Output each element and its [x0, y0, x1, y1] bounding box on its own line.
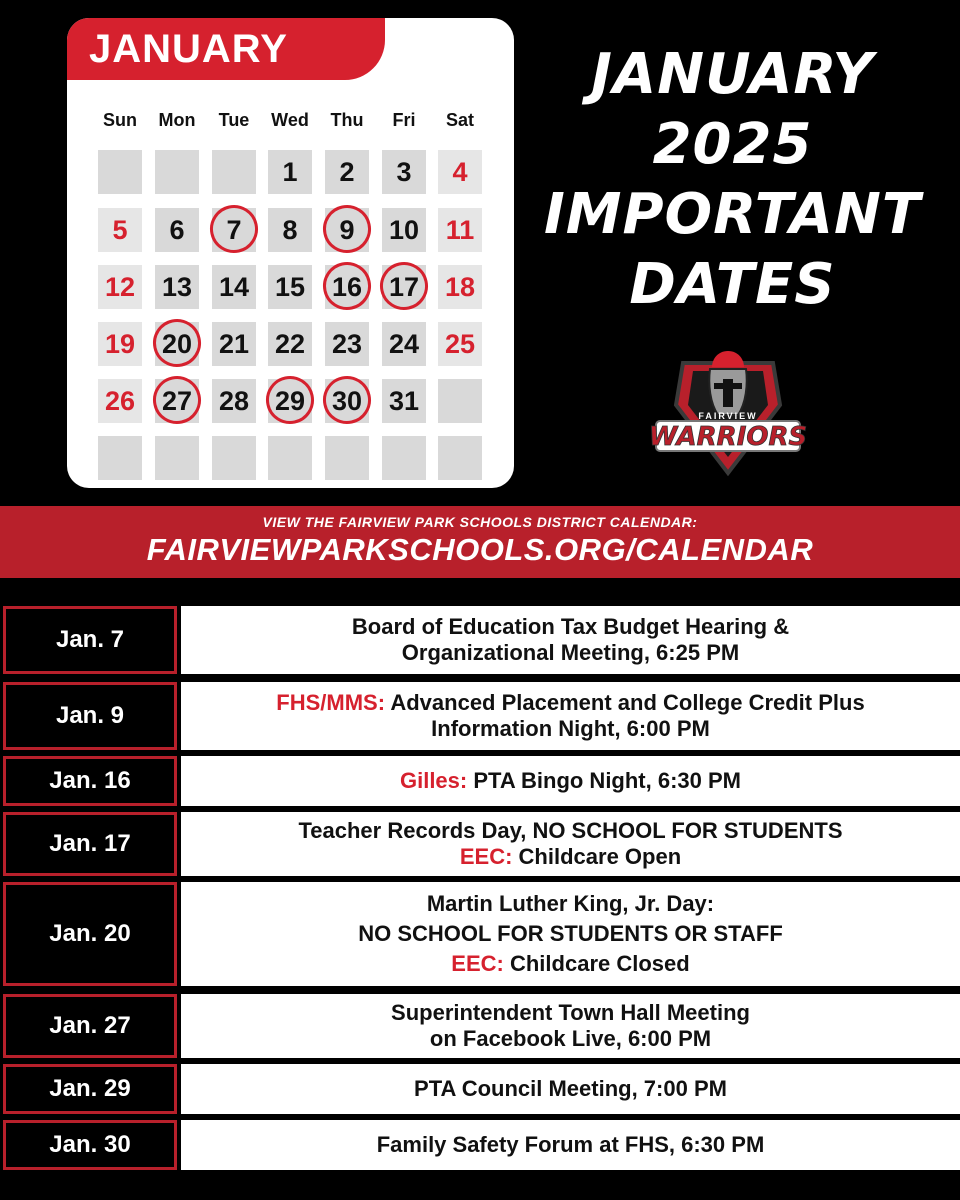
calendar-day-8 — [268, 208, 312, 252]
event-row — [0, 882, 960, 986]
calendar-link-banner — [0, 506, 960, 578]
weekday-label-fri: Fri — [392, 110, 416, 130]
calendar-day-10 — [382, 208, 426, 252]
calendar-day-30 — [325, 379, 369, 423]
weekday-label-tue: Tue — [218, 110, 250, 130]
event-description — [181, 756, 960, 806]
event-row — [0, 606, 960, 674]
calendar-day-28 — [212, 379, 256, 423]
calendar-day-15 — [268, 265, 312, 309]
calendar-day-number: 24 — [388, 328, 420, 359]
circled-date-marker — [376, 258, 433, 315]
calendar-empty-cell — [155, 150, 199, 194]
event-description — [181, 882, 960, 986]
title-line-dates: DATES — [629, 252, 836, 317]
event-text: Organizational Meeting, 6:25 PM — [401, 640, 740, 665]
event-text: Childcare Open — [518, 844, 682, 869]
warriors-logo — [648, 345, 808, 477]
calendar-day-number: 28 — [218, 385, 250, 416]
calendar-day-number: 1 — [282, 156, 298, 187]
calendar-day-number: 7 — [226, 214, 242, 245]
spartan-helmet-icon — [709, 351, 746, 415]
calendar-day-25 — [438, 322, 482, 366]
calendar-day-29 — [268, 379, 312, 423]
calendar-day-number: 5 — [112, 214, 128, 245]
calendar-day-5 — [98, 208, 142, 252]
event-description-line — [460, 844, 681, 870]
event-description-line — [298, 818, 842, 844]
event-description — [181, 1064, 960, 1114]
calendar-day-number: 18 — [444, 271, 476, 302]
page-title — [540, 40, 925, 320]
calendar-day-number: 31 — [388, 385, 420, 416]
event-date: Jan. 27 — [3, 994, 177, 1058]
calendar-url-link[interactable]: FAIRVIEWPARKSCHOOLS.ORG/CALENDAR — [146, 532, 814, 567]
weekday-label-thu: Thu — [330, 110, 364, 130]
event-description-line — [377, 1132, 765, 1158]
event-row — [0, 1064, 960, 1114]
calendar-empty-cell — [212, 436, 256, 480]
event-description-line — [414, 1076, 727, 1102]
event-text: NO SCHOOL FOR STUDENTS OR STAFF — [358, 921, 783, 946]
event-description-line — [400, 768, 741, 794]
calendar-day-18 — [438, 265, 482, 309]
calendar-day-21 — [212, 322, 256, 366]
calendar-empty-cell — [382, 436, 426, 480]
calendar-day-12 — [98, 265, 142, 309]
event-description — [181, 606, 960, 674]
calendar-day-number: 14 — [218, 271, 250, 302]
calendar-day-number: 23 — [331, 328, 363, 359]
event-location-prefix: EEC: — [451, 951, 510, 976]
calendar-day-23 — [325, 322, 369, 366]
title-line-important: IMPORTANT — [543, 182, 922, 247]
calendar-empty-cell — [212, 150, 256, 194]
event-description — [181, 994, 960, 1058]
calendar-day-number: 12 — [104, 271, 136, 302]
logo-warriors-text: WARRIORS — [648, 422, 808, 452]
calendar-day-number: 27 — [161, 385, 193, 416]
calendar-day-13 — [155, 265, 199, 309]
calendar-month-label: JANUARY — [67, 18, 385, 80]
calendar-day-number: 11 — [445, 214, 475, 245]
event-date: Jan. 7 — [3, 606, 177, 674]
calendar-day-16 — [325, 265, 369, 309]
calendar-day-26 — [98, 379, 142, 423]
calendar-day-number: 21 — [218, 328, 250, 359]
event-description-line — [402, 640, 739, 666]
calendar-grid — [98, 134, 498, 474]
event-row — [0, 756, 960, 806]
calendar-day-27 — [155, 379, 199, 423]
calendar-day-number: 13 — [161, 271, 193, 302]
event-row — [0, 1120, 960, 1170]
calendar-day-number: 16 — [331, 271, 363, 302]
event-description-line — [276, 690, 864, 716]
calendar-day-number: 6 — [169, 214, 185, 245]
circled-date-marker — [262, 372, 319, 429]
event-description-line — [430, 1026, 711, 1052]
event-location-prefix: Gilles: — [399, 768, 474, 793]
calendar-day-22 — [268, 322, 312, 366]
calendar-day-31 — [382, 379, 426, 423]
event-row — [0, 682, 960, 750]
event-text: Superintendent Town Hall Meeting — [391, 1000, 750, 1025]
circled-date-marker — [319, 372, 376, 429]
calendar-day-7 — [212, 208, 256, 252]
event-location-prefix: FHS/MMS: — [276, 690, 391, 715]
calendar-day-20 — [155, 322, 199, 366]
calendar-day-2 — [325, 150, 369, 194]
event-text: Martin Luther King, Jr. Day: — [426, 891, 715, 916]
calendar-empty-cell — [268, 436, 312, 480]
calendar-day-number: 3 — [396, 156, 412, 187]
event-date: Jan. 29 — [3, 1064, 177, 1114]
event-text: Teacher Records Day, NO SCHOOL FOR STUDENTS — [298, 818, 843, 843]
event-date: Jan. 9 — [3, 682, 177, 750]
calendar-day-number: 4 — [452, 156, 468, 187]
calendar-day-4 — [438, 150, 482, 194]
event-row — [0, 994, 960, 1058]
weekday-label-sat: Sat — [445, 110, 474, 130]
event-location-prefix: EEC: — [459, 844, 519, 869]
calendar-day-number: 9 — [339, 214, 355, 245]
banner-caption: VIEW THE FAIRVIEW PARK SCHOOLS DISTRICT CALENDAR: — [262, 514, 698, 530]
weekday-header-row — [98, 110, 498, 134]
event-text: on Facebook Live, 6:00 PM — [429, 1026, 712, 1051]
event-date: Jan. 17 — [3, 812, 177, 876]
calendar-empty-cell — [98, 150, 142, 194]
calendar-card — [67, 18, 514, 488]
calendar-day-number: 25 — [444, 328, 476, 359]
event-row — [0, 812, 960, 876]
calendar-empty-cell — [438, 379, 482, 423]
calendar-day-24 — [382, 322, 426, 366]
calendar-day-19 — [98, 322, 142, 366]
event-text: Advanced Placement and College Credit Plus — [390, 690, 865, 715]
calendar-day-number: 29 — [274, 385, 306, 416]
event-description-line — [427, 889, 714, 919]
logo-fairview-text: FAIRVIEW — [698, 411, 758, 421]
event-text: Information Night, 6:00 PM — [431, 716, 710, 741]
title-line-year: 2025 — [652, 112, 813, 177]
calendar-empty-cell — [325, 436, 369, 480]
calendar-day-17 — [382, 265, 426, 309]
event-text: Childcare Closed — [509, 951, 690, 976]
calendar-day-number: 10 — [388, 214, 420, 245]
event-description — [181, 1120, 960, 1170]
event-description-line — [352, 614, 789, 640]
calendar-day-number: 2 — [339, 156, 355, 187]
calendar-day-14 — [212, 265, 256, 309]
event-description-line — [431, 716, 710, 742]
calendar-day-number: 17 — [388, 271, 420, 302]
circled-date-marker — [319, 258, 376, 315]
calendar-day-number: 20 — [161, 328, 193, 359]
calendar-day-1 — [268, 150, 312, 194]
calendar-empty-cell — [438, 436, 482, 480]
event-date: Jan. 20 — [3, 882, 177, 986]
calendar-day-number: 15 — [274, 271, 306, 302]
circled-date-marker — [319, 201, 376, 258]
event-description-line — [358, 919, 783, 949]
circled-date-marker — [206, 201, 263, 258]
event-text: Board of Education Tax Budget Hearing & — [351, 614, 790, 639]
weekday-label-sun: Sun — [103, 110, 137, 130]
weekday-label-mon: Mon — [158, 110, 196, 130]
circled-date-marker — [149, 315, 206, 372]
calendar-empty-cell — [98, 436, 142, 480]
calendar-day-number: 19 — [104, 328, 136, 359]
event-date: Jan. 16 — [3, 756, 177, 806]
calendar-day-number: 30 — [331, 385, 363, 416]
calendar-day-11 — [438, 208, 482, 252]
event-description-line — [451, 949, 689, 979]
circled-date-marker — [149, 372, 206, 429]
calendar-day-number: 22 — [274, 328, 306, 359]
weekday-label-wed: Wed — [271, 110, 309, 130]
event-description-line — [391, 1000, 750, 1026]
event-text: PTA Bingo Night, 6:30 PM — [473, 768, 742, 793]
calendar-empty-cell — [155, 436, 199, 480]
event-text: Family Safety Forum at FHS, 6:30 PM — [376, 1132, 765, 1157]
calendar-day-9 — [325, 208, 369, 252]
event-description — [181, 682, 960, 750]
title-line-month: JANUARY — [591, 42, 874, 107]
event-text: PTA Council Meeting, 7:00 PM — [414, 1076, 727, 1101]
calendar-day-number: 8 — [282, 214, 298, 245]
calendar-day-3 — [382, 150, 426, 194]
calendar-day-6 — [155, 208, 199, 252]
event-description — [181, 812, 960, 876]
event-date: Jan. 30 — [3, 1120, 177, 1170]
calendar-day-number: 26 — [104, 385, 136, 416]
